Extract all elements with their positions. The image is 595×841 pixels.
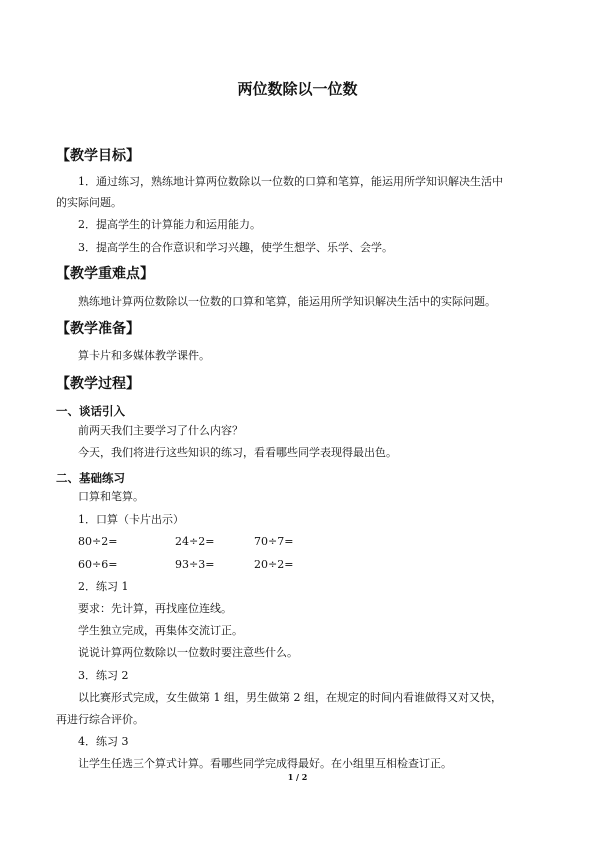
contest-line-1: 以比赛形式完成，女生做第 1 组，男生做第 2 组，在规定的时间内看谁做得又对又快， — [78, 691, 502, 704]
part-2-heading: 二、基础练习 — [56, 471, 125, 485]
choose-text: 让学生任选三个算式计算。看哪些同学完成得最好。在小组里互相检查订正。 — [78, 757, 452, 770]
part-1-line-1: 前两天我们主要学习了什么内容？ — [78, 424, 243, 437]
part-1-line-2: 今天，我们将进行这些知识的练习，看看哪些同学表现得最出色。 — [78, 446, 397, 459]
oral-problem: 24÷2= — [175, 535, 215, 548]
item-2: 2．练习 1 — [78, 580, 129, 593]
page-number: 1 / 2 — [287, 772, 308, 782]
goal-1-line-2: 的实际问题。 — [56, 196, 122, 209]
goal-1-line-1: 1．通过练习，熟练地计算两位数除以一位数的口算和笔算，能运用所学知识解决生活中 — [78, 175, 503, 188]
key-points-heading: 【教学重难点】 — [56, 266, 154, 282]
oral-problem: 93÷3= — [175, 558, 215, 571]
part-2-intro: 口算和笔算。 — [78, 490, 144, 503]
oral-problem: 70÷7= — [254, 535, 294, 548]
independent-text: 学生独立完成，再集体交流订正。 — [78, 624, 243, 637]
goals-heading: 【教学目标】 — [56, 148, 140, 164]
preparation-text: 算卡片和多媒体教学课件。 — [78, 349, 210, 362]
item-3: 3．练习 2 — [78, 669, 129, 682]
contest-line-2: 再进行综合评价。 — [56, 713, 144, 726]
note-text: 说说计算两位数除以一位数时要注意些什么。 — [78, 646, 298, 659]
key-points-text: 熟练地计算两位数除以一位数的口算和笔算，能运用所学知识解决生活中的实际问题。 — [78, 295, 496, 308]
item-1: 1．口算（卡片出示） — [78, 513, 184, 526]
oral-problem: 60÷6= — [78, 558, 118, 571]
oral-problem: 80÷2= — [78, 535, 118, 548]
page-title: 两位数除以一位数 — [237, 80, 358, 98]
part-1-heading: 一、谈话引入 — [56, 404, 125, 418]
item-4: 4．练习 3 — [78, 735, 129, 748]
preparation-heading: 【教学准备】 — [56, 321, 140, 337]
process-heading: 【教学过程】 — [56, 376, 140, 392]
oral-problem: 20÷2= — [254, 558, 294, 571]
goal-2: 2．提高学生的计算能力和运用能力。 — [78, 218, 261, 231]
goal-3: 3．提高学生的合作意识和学习兴趣，使学生想学、乐学、会学。 — [78, 241, 393, 254]
requirement-text: 要求：先计算，再找座位连线。 — [78, 602, 232, 615]
